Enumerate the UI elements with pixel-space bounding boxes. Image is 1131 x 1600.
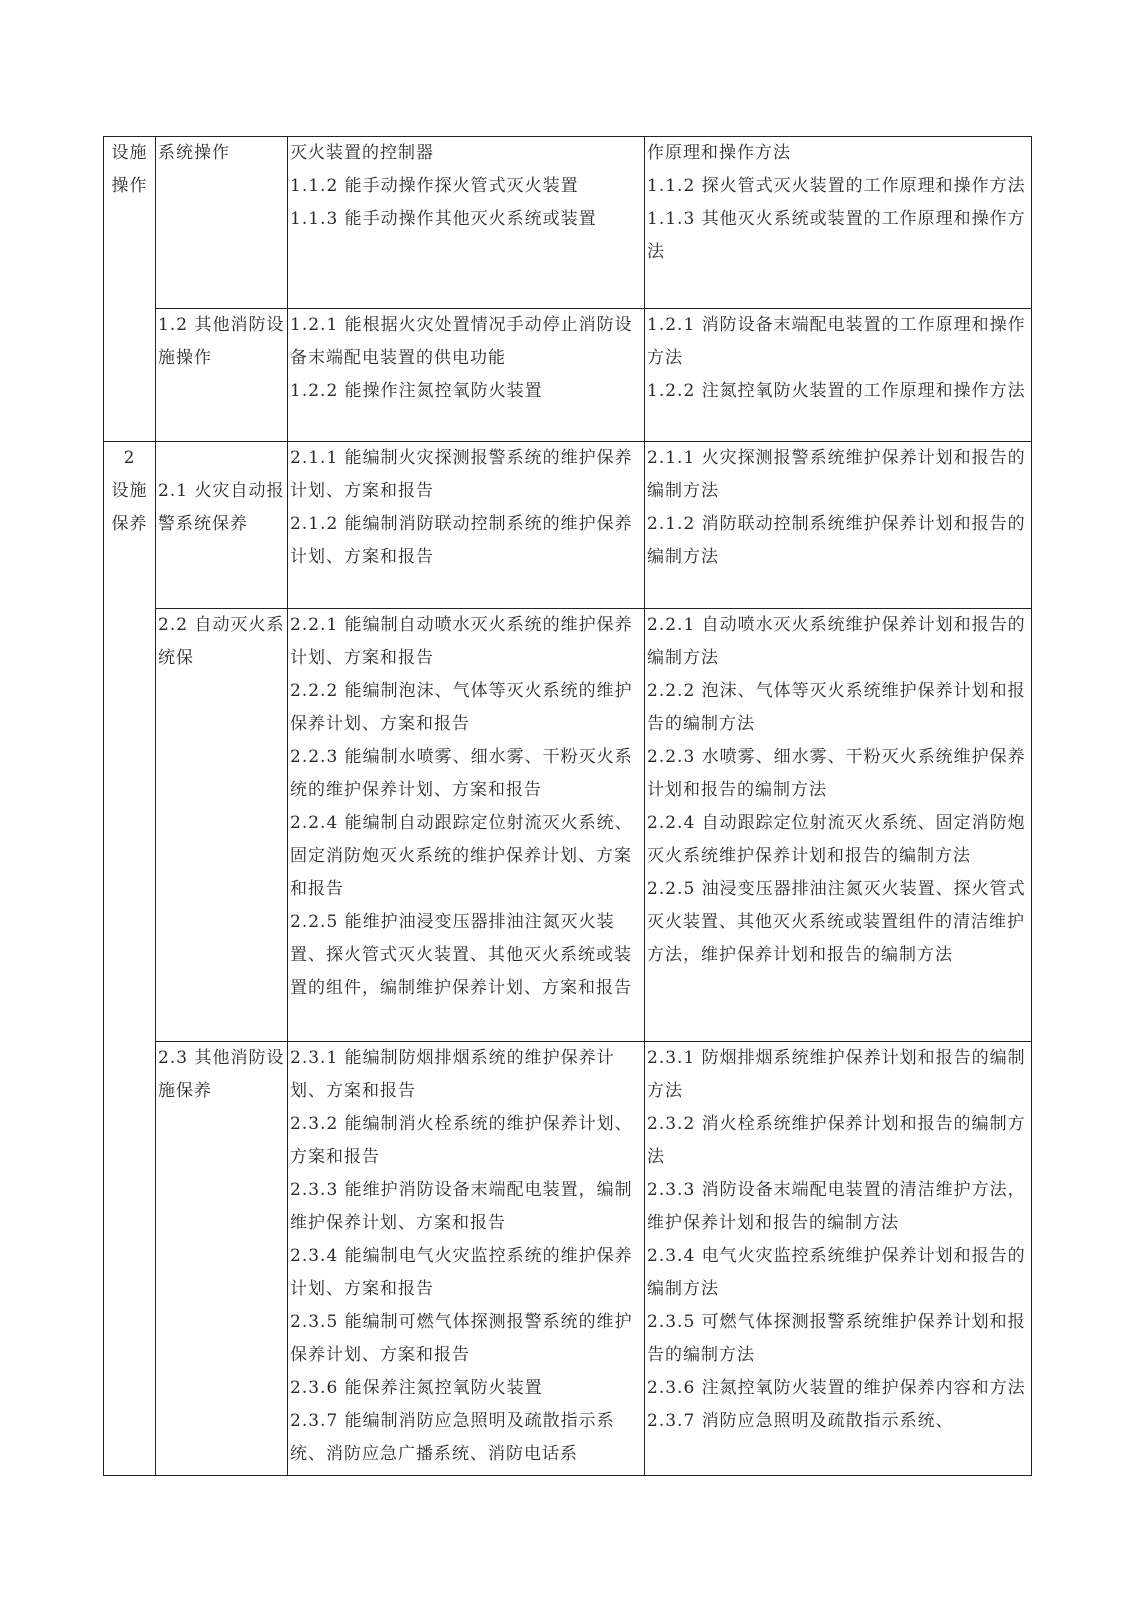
knowledge-item: 2.3.1 防烟排烟系统维护保养计划和报告的编制方法 — [647, 1048, 1026, 1101]
skills-cell — [288, 309, 645, 442]
knowledge-item: 2.2.3 水喷雾、细水雾、干粉灭火系统维护保养计划和报告的编制方法 — [647, 747, 1026, 800]
knowledge-item: 2.3.5 可燃气体探测报警系统维护保养计划和报告的编制方法 — [647, 1312, 1026, 1365]
unit-cell — [156, 609, 288, 1042]
knowledge-item: 2.1.1 火灾探测报警系统维护保养计划和报告的编制方法 — [647, 448, 1026, 501]
skills-cell — [288, 609, 645, 1042]
skill-item: 2.2.5 能维护油浸变压器排油注氮灭火装置、探火管式灭火装置、其他灭火系统或装置的组件，编制维护保养计划、方案和报告 — [290, 912, 632, 998]
table-row — [104, 442, 1032, 609]
table-row — [104, 137, 1032, 309]
skill-item: 2.2.3 能编制水喷雾、细水雾、干粉灭火系统的维护保养计划、方案和报告 — [290, 747, 633, 800]
knowledge-item: 2.3.4 电气火灾监控系统维护保养计划和报告的编制方法 — [647, 1246, 1026, 1299]
skill-item: 2.3.7 能编制消防应急照明及疏散指示系统、消防应急广播系统、消防电话系 — [290, 1411, 615, 1464]
skill-item: 2.3.1 能编制防烟排烟系统的维护保养计划、方案和报告 — [290, 1048, 615, 1101]
skill-item: 2.2.1 能编制自动喷水灭火系统的维护保养计划、方案和报告 — [290, 615, 633, 668]
knowledge-cell — [645, 609, 1032, 1042]
unit-cell — [156, 1042, 288, 1476]
knowledge-item: 1.2.1 消防设备末端配电装置的工作原理和操作方法 — [647, 315, 1026, 368]
knowledge-item: 2.2.1 自动喷水灭火系统维护保养计划和报告的编制方法 — [647, 615, 1026, 668]
knowledge-item: 作原理和操作方法 — [647, 143, 791, 163]
knowledge-item: 1.1.2 探火管式灭火装置的工作原理和操作方法 — [647, 176, 1026, 196]
knowledge-cell — [645, 309, 1032, 442]
knowledge-item: 1.1.3 其他灭火系统或装置的工作原理和操作方法 — [647, 209, 1026, 262]
unit-label: 2.2 自动灭火系统保 — [158, 615, 285, 668]
skill-item: 2.2.2 能编制泡沫、气体等灭火系统的维护保养计划、方案和报告 — [290, 681, 633, 734]
skill-item: 2.3.4 能编制电气火灾监控系统的维护保养计划、方案和报告 — [290, 1246, 633, 1299]
skills-table — [103, 136, 1032, 1476]
unit-label: 1.2 其他消防设施操作 — [158, 315, 285, 368]
section-label-cell — [104, 442, 156, 1476]
knowledge-item: 2.3.6 注氮控氧防火装置的维护保养内容和方法 — [647, 1378, 1026, 1398]
skills-cell — [288, 1042, 645, 1476]
knowledge-item: 2.3.3 消防设备末端配电装置的清洁维护方法，维护保养计划和报告的编制方法 — [647, 1180, 1026, 1233]
skill-item: 2.3.2 能编制消火栓系统的维护保养计划、方案和报告 — [290, 1114, 633, 1167]
skill-item: 1.2.2 能操作注氮控氧防火装置 — [290, 381, 543, 401]
knowledge-item: 2.2.4 自动跟踪定位射流灭火系统、固定消防炮灭火系统维护保养计划和报告的编制方法 — [647, 813, 1026, 866]
unit-label: 2.1 火灾自动报警系统保养 — [158, 481, 285, 534]
unit-label: 系统操作 — [158, 143, 230, 163]
table-row — [104, 309, 1032, 442]
knowledge-cell — [645, 137, 1032, 309]
unit-cell — [156, 137, 288, 309]
knowledge-item: 2.3.2 消火栓系统维护保养计划和报告的编制方法 — [647, 1114, 1026, 1167]
knowledge-cell — [645, 1042, 1032, 1476]
skill-item: 2.3.5 能编制可燃气体探测报警系统的维护保养计划、方案和报告 — [290, 1312, 633, 1365]
knowledge-item: 1.2.2 注氮控氧防火装置的工作原理和操作方法 — [647, 381, 1026, 401]
unit-label: 2.3 其他消防设施保养 — [158, 1048, 285, 1101]
knowledge-item: 2.1.2 消防联动控制系统维护保养计划和报告的编制方法 — [647, 514, 1026, 567]
skill-item: 2.1.2 能编制消防联动控制系统的维护保养计划、方案和报告 — [290, 514, 633, 567]
section-label: 设施 操作 — [111, 143, 148, 196]
knowledge-item: 2.3.7 消防应急照明及疏散指示系统、 — [647, 1411, 954, 1431]
knowledge-item: 2.2.2 泡沫、气体等灭火系统维护保养计划和报告的编制方法 — [647, 681, 1026, 734]
knowledge-cell — [645, 442, 1032, 609]
skill-item: 1.1.2 能手动操作探火管式灭火装置 — [290, 176, 579, 196]
table-row — [104, 1042, 1032, 1476]
skill-item: 2.3.6 能保养注氮控氧防火装置 — [290, 1378, 543, 1398]
skill-item: 1.1.3 能手动操作其他灭火系统或装置 — [290, 209, 597, 229]
unit-cell — [156, 442, 288, 609]
unit-cell — [156, 309, 288, 442]
skills-cell — [288, 137, 645, 309]
section-label: 2 设施 保养 — [111, 448, 148, 534]
skills-cell — [288, 442, 645, 609]
skill-item: 1.2.1 能根据火灾处置情况手动停止消防设备末端配电装置的供电功能 — [290, 315, 633, 368]
skill-item: 灭火装置的控制器 — [290, 143, 434, 163]
knowledge-item: 2.2.5 油浸变压器排油注氮灭火装置、探火管式灭火装置、其他灭火系统或装置组件的清洁维护方法，维护保养计划和报告的编制方法 — [647, 879, 1026, 965]
section-label-cell — [104, 137, 156, 442]
skill-item: 2.2.4 能编制自动跟踪定位射流灭火系统、固定消防炮灭火系统的维护保养计划、方案和报告 — [290, 813, 633, 899]
skill-item: 2.1.1 能编制火灾探测报警系统的维护保养计划、方案和报告 — [290, 448, 633, 501]
table-row — [104, 609, 1032, 1042]
skill-item: 2.3.3 能维护消防设备末端配电装置，编制维护保养计划、方案和报告 — [290, 1180, 633, 1233]
